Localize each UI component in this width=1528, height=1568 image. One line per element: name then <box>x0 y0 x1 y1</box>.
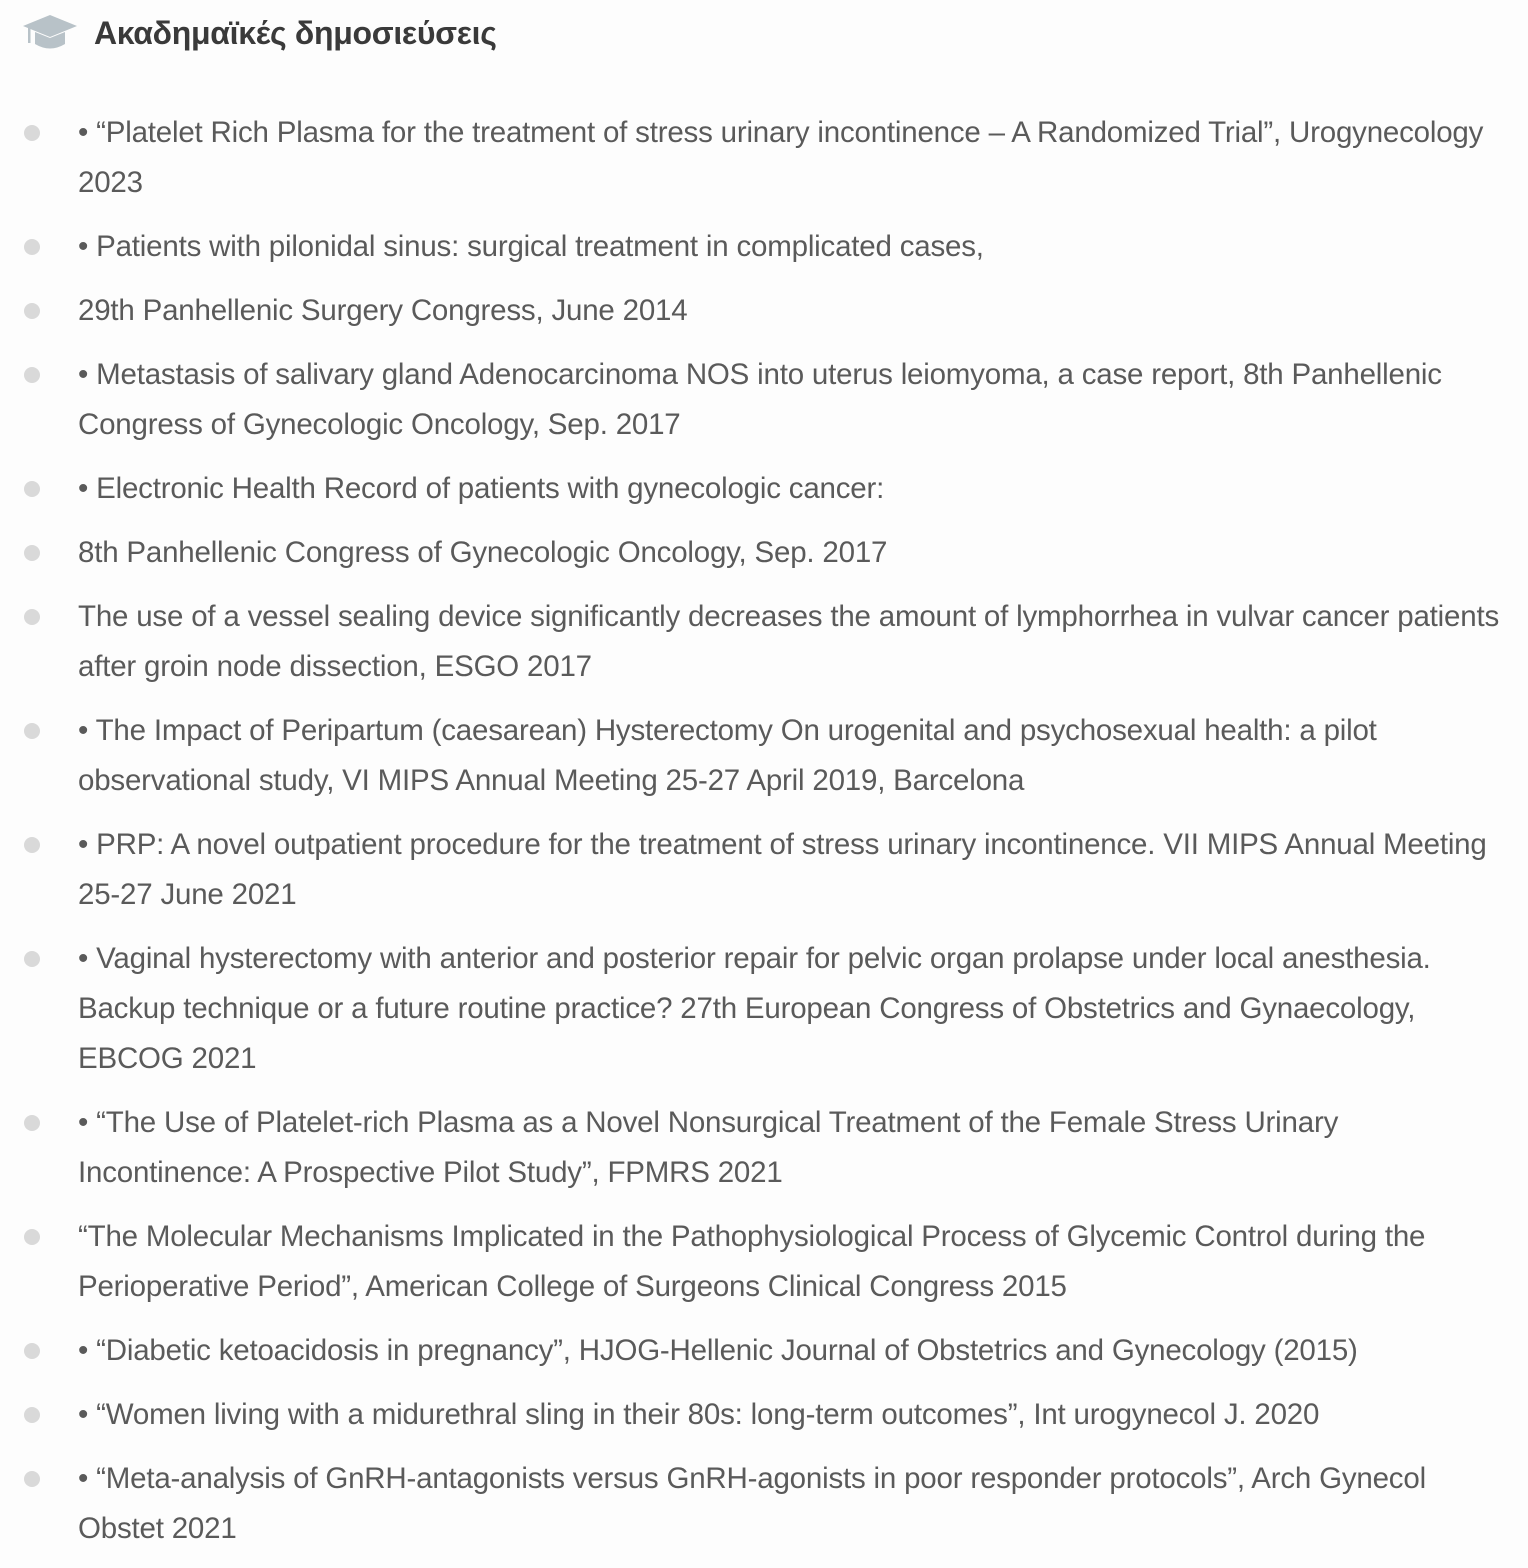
publication-text: • PRP: A novel outpatient procedure for the treatment of stress urinary incontinence. VII MIPS Annual Meeting 25-27 June 2021 <box>78 828 1487 911</box>
publication-text: The use of a vessel sealing device significantly decreases the amount of lymphorrhea in vulvar cancer patients after groin node dissection, ESGO 2017 <box>78 600 1499 683</box>
list-item <box>0 286 1528 336</box>
publication-text: • “The Use of Platelet-rich Plasma as a Novel Nonsurgical Treatment of the Female Stress Urinary Incontinence: A Prospective Pilot Study”, FPMRS 2021 <box>78 1106 1339 1189</box>
list-item <box>0 108 1528 208</box>
bullet-icon <box>24 545 40 561</box>
bullet-icon <box>24 1229 40 1245</box>
publication-text: • Vaginal hysterectomy with anterior and posterior repair for pelvic organ prolapse under local anesthesia. Backup technique or a future routine practice? 27th European Congress of Obstetrics and Gynaecology, EBCOG 2021 <box>78 942 1431 1075</box>
list-item <box>0 592 1528 692</box>
list-item <box>0 1454 1528 1554</box>
bullet-icon <box>24 303 40 319</box>
publication-text: “The Molecular Mechanisms Implicated in the Pathophysiological Process of Glycemic Control during the Perioperative Period”, American College of Surgeons Clinical Congress 2015 <box>78 1220 1426 1303</box>
list-item <box>0 934 1528 1084</box>
bullet-icon <box>24 367 40 383</box>
bullet-icon <box>24 1471 40 1487</box>
publication-text: • “Women living with a midurethral sling in their 80s: long-term outcomes”, Int urogynecol J. 2020 <box>78 1398 1320 1431</box>
publication-text: • Electronic Health Record of patients with gynecologic cancer: <box>78 472 885 505</box>
section-title: Ακαδημαϊκές δημοσιεύσεις <box>94 14 497 51</box>
section-header <box>22 10 497 56</box>
graduation-cap-icon <box>22 13 78 53</box>
publication-text: • The Impact of Peripartum (caesarean) Hysterectomy On urogenital and psychosexual health: a pilot observational study, VI MIPS Annual Meeting 25-27 April 2019, Barcelona <box>78 714 1377 797</box>
list-item <box>0 820 1528 920</box>
publication-text: • Patients with pilonidal sinus: surgical treatment in complicated cases, <box>78 230 984 263</box>
bullet-icon <box>24 1343 40 1359</box>
publication-text: • Metastasis of salivary gland Adenocarcinoma NOS into uterus leiomyoma, a case report, 8th Panhellenic Congress of Gynecologic Oncology, Sep. 2017 <box>78 358 1442 441</box>
bullet-icon <box>24 609 40 625</box>
bullet-icon <box>24 1407 40 1423</box>
bullet-icon <box>24 837 40 853</box>
list-item <box>0 222 1528 272</box>
bullet-icon <box>24 481 40 497</box>
bullet-icon <box>24 723 40 739</box>
list-item <box>0 528 1528 578</box>
list-item <box>0 1390 1528 1440</box>
publication-text: • “Platelet Rich Plasma for the treatment of stress urinary incontinence – A Randomized Trial”, Urogynecology 2023 <box>78 116 1484 199</box>
publication-text: 8th Panhellenic Congress of Gynecologic Oncology, Sep. 2017 <box>78 536 888 569</box>
bullet-icon <box>24 239 40 255</box>
publications-list <box>0 108 1528 1568</box>
bullet-icon <box>24 951 40 967</box>
bullet-icon <box>24 1115 40 1131</box>
list-item <box>0 706 1528 806</box>
list-item <box>0 350 1528 450</box>
list-item <box>0 1098 1528 1198</box>
bullet-icon <box>24 125 40 141</box>
publication-text: 29th Panhellenic Surgery Congress, June 2014 <box>78 294 688 327</box>
publication-text: • “Diabetic ketoacidosis in pregnancy”, HJOG-Hellenic Journal of Obstetrics and Gynecology (2015) <box>78 1334 1358 1367</box>
list-item <box>0 1212 1528 1312</box>
publication-text: • “Meta-analysis of GnRH-antagonists versus GnRH-agonists in poor responder protocols”, Arch Gynecol Obstet 2021 <box>78 1462 1426 1545</box>
list-item <box>0 1326 1528 1376</box>
list-item <box>0 464 1528 514</box>
